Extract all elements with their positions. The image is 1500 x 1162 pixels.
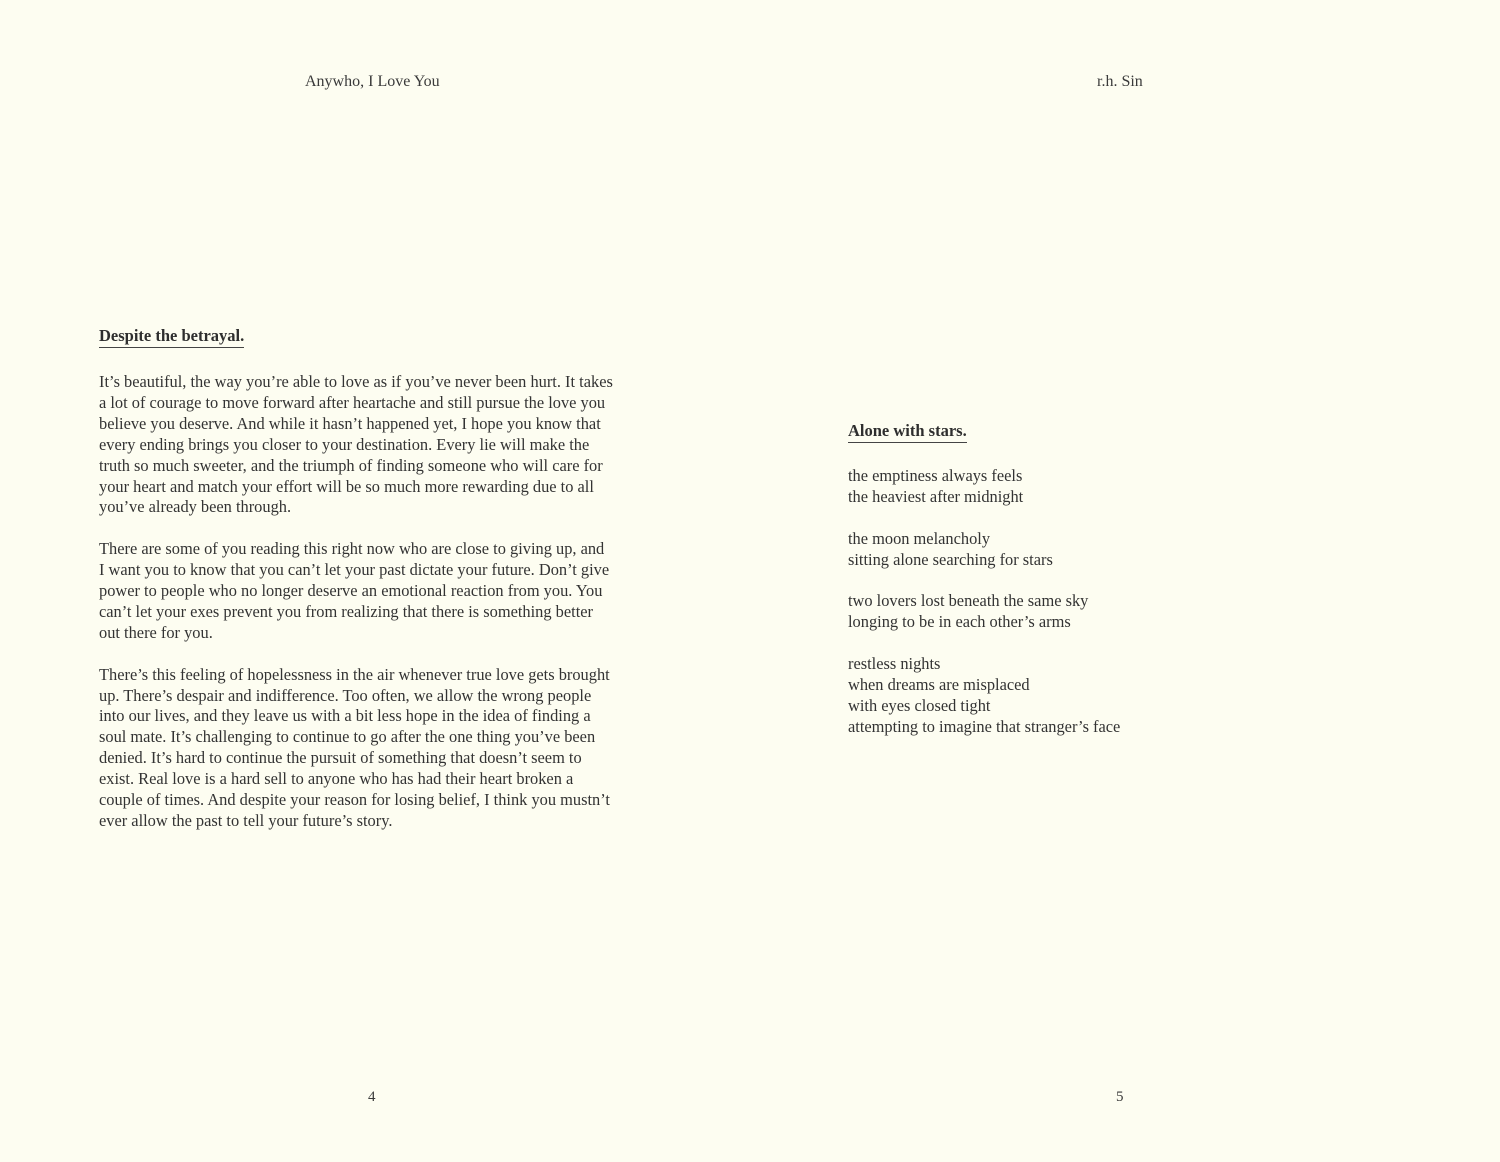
running-header-book-title: Anywho, I Love You — [305, 73, 440, 90]
text-line: It’s beautiful, the way you’re able to love as if you’ve never been hurt. It takes — [99, 372, 613, 391]
poem-line: sitting alone searching for stars — [848, 549, 1053, 569]
prose-body — [99, 372, 644, 853]
page-number: 4 — [368, 1089, 376, 1105]
text-line: There are some of you reading this right now who are close to giving up, and — [99, 539, 605, 559]
text-line: couple of times. And despite your reason for losing belief, I think you mustn’t — [99, 790, 610, 810]
text-line: every ending brings you closer to your destination. Every lie will make the — [99, 434, 590, 454]
text-line: believe you deserve. And while it hasn’t happened yet, I hope you know that — [99, 413, 601, 433]
poem-line: when dreams are misplaced — [848, 675, 1030, 695]
text-line: ever allow the past to tell your future’s story. — [99, 811, 393, 830]
text-line: you’ve already been through. — [99, 497, 292, 517]
text-line: out there for you. — [99, 622, 213, 642]
text-line: up. There’s despair and indifference. Too often, we allow the wrong people — [99, 685, 592, 705]
poem-line: the moon melancholy — [848, 528, 991, 548]
text-line: soul mate. It’s challenging to continue to go after the one thing you’ve been — [99, 727, 596, 747]
text-line: your heart and match your effort will be so much more rewarding due to all — [99, 476, 594, 496]
text-line: power to people who no longer deserve an emotional reaction from you. You — [99, 581, 603, 601]
poem-title: Alone with stars. — [848, 421, 967, 443]
paragraph — [99, 665, 644, 832]
text-line: truth so much sweeter, and the triumph of finding someone who will care for — [99, 455, 603, 475]
poem-line: the heaviest after midnight — [848, 486, 1024, 506]
text-line: I want you to know that you can’t let your past dictate your future. Don’t give — [99, 560, 610, 580]
text-line: denied. It’s hard to continue the pursuit of something that doesn’t seem to — [99, 748, 582, 768]
text-line: There’s this feeling of hopelessness in the air whenever true love gets brought — [99, 664, 610, 684]
paragraph — [99, 539, 644, 644]
poem-line: with eyes closed tight — [848, 695, 991, 715]
poem-body — [848, 466, 1348, 759]
stanza — [848, 529, 1348, 571]
text-line: exist. Real love is a hard sell to anyone who has had their heart broken a — [99, 769, 574, 789]
page-number: 5 — [1116, 1089, 1124, 1105]
poem-line: longing to be in each other’s arms — [848, 612, 1071, 632]
stanza — [848, 591, 1348, 633]
text-line: into our lives, and they leave us with a bit less hope in the idea of finding a — [99, 706, 591, 726]
right-page — [750, 0, 1500, 1162]
paragraph — [99, 372, 644, 518]
poem-line: two lovers lost beneath the same sky — [848, 591, 1089, 611]
text-line: a lot of courage to move forward after heartache and still pursue the love you — [99, 392, 606, 412]
poem-line: restless nights — [848, 654, 941, 674]
piece-title: Despite the betrayal. — [99, 326, 244, 348]
stanza — [848, 654, 1348, 738]
poem-line: the emptiness always feels — [848, 466, 1023, 485]
text-line: can’t let your exes prevent you from realizing that there is something better — [99, 601, 593, 621]
stanza — [848, 466, 1348, 508]
poem-line: attempting to imagine that stranger’s face — [848, 716, 1121, 736]
running-header-author: r.h. Sin — [1097, 73, 1143, 90]
